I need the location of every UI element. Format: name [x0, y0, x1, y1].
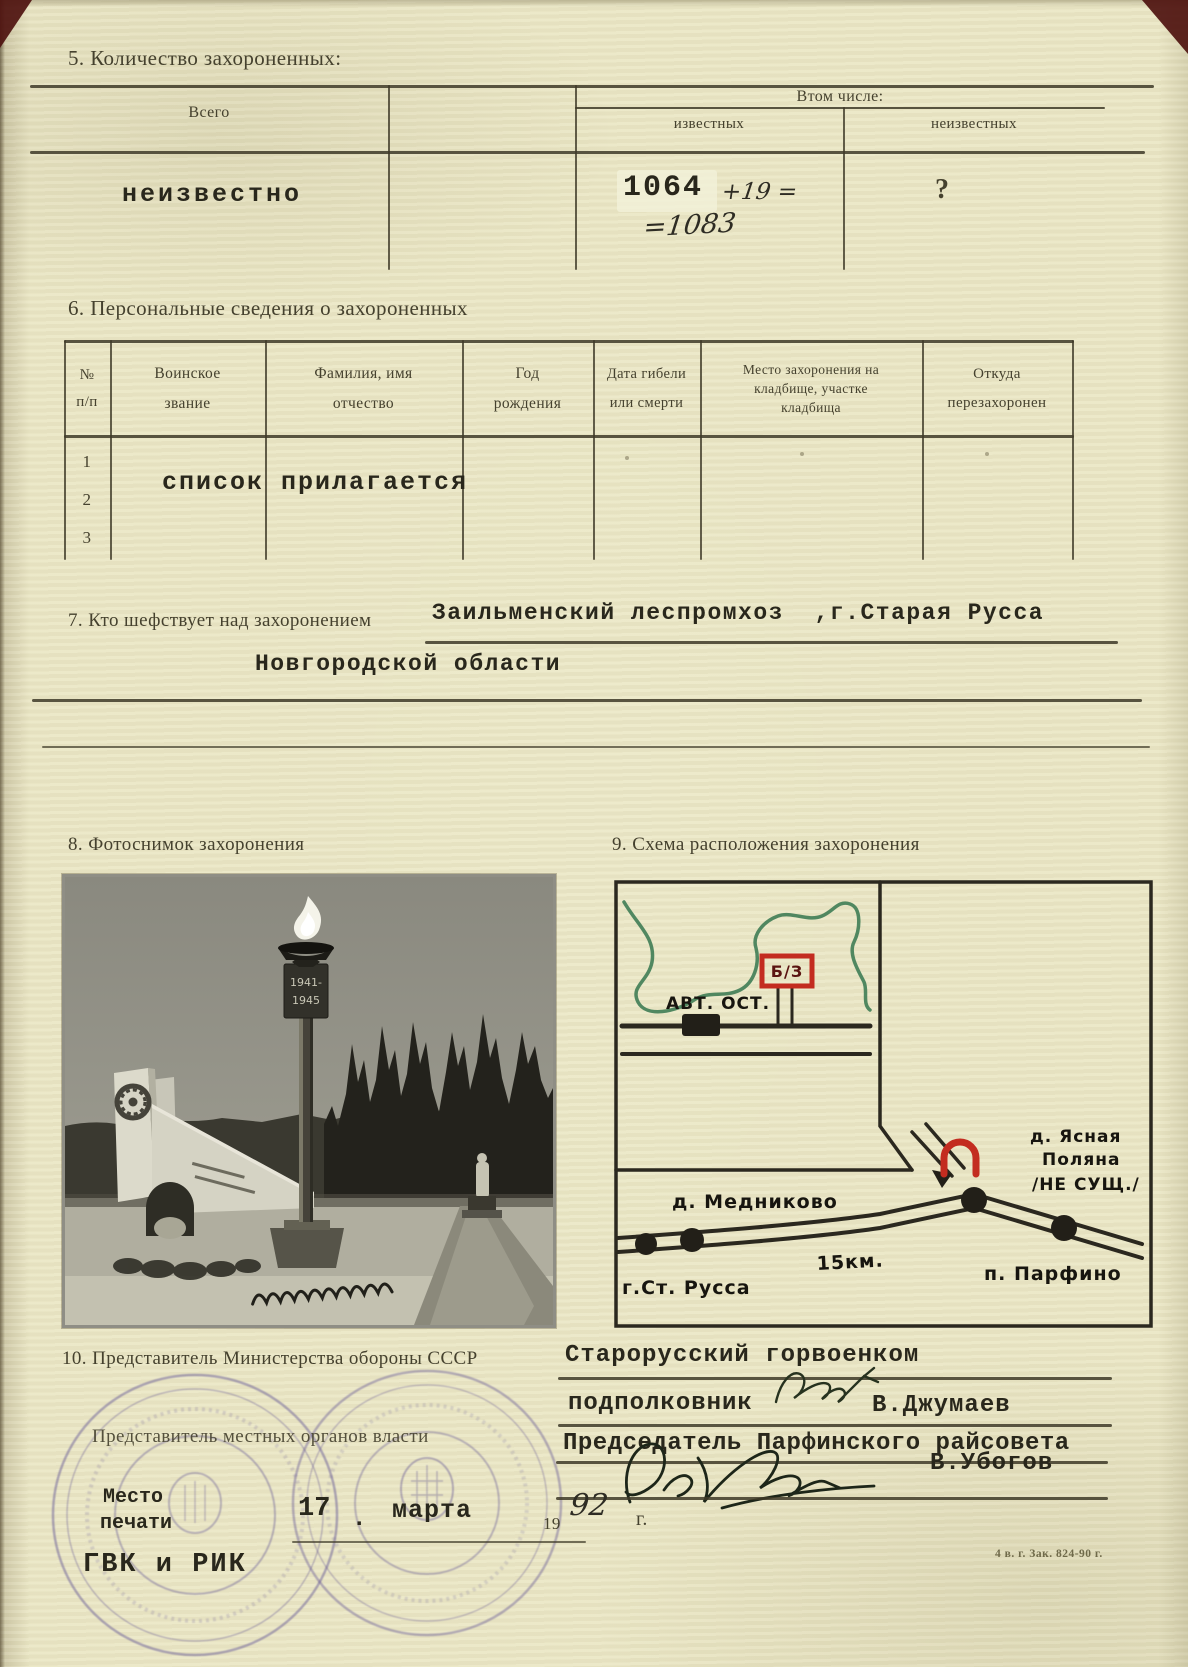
signature-ubogov [612, 1428, 912, 1518]
table6-header-rank: Воинское звание [154, 365, 221, 412]
location-map [612, 878, 1155, 1330]
location-map-drawing [612, 878, 1155, 1330]
statue-base [462, 1210, 502, 1218]
scan-edge-top [0, 0, 1188, 7]
section5-title: 5. Количество захороненных: [68, 46, 342, 70]
known-count-typed: 1064 [623, 171, 704, 205]
scan-corner-artifact-right [1142, 0, 1188, 54]
statue-pedestal [468, 1196, 496, 1211]
flame-bowl-rim [278, 942, 334, 954]
parfino-label: п. Парфино [984, 1263, 1122, 1285]
section7-value-line1: Заильменский леспромхоз ,г.Старая Русса [432, 600, 1045, 626]
memorial-sign-label: Б/З [770, 962, 804, 981]
settlement-dot-russa-2 [680, 1228, 704, 1252]
seal-place-line1: Место [103, 1486, 164, 1509]
settlement-dot-parfino [1051, 1215, 1077, 1241]
date-year-handwritten: 92 [568, 1488, 611, 1523]
table5-including-rule [575, 107, 1105, 109]
cell-mark [800, 452, 804, 456]
table6-row-number-1: 1 [82, 452, 92, 471]
section7-value-line2: Новгородской области [255, 651, 562, 677]
mednikovo-label: д. Медниково [672, 1191, 838, 1213]
settlement-dot-russa-1 [635, 1233, 657, 1255]
table5-col-known: известных [673, 116, 745, 132]
settlement-dot-junction [961, 1187, 987, 1213]
column-pedestal [270, 1228, 344, 1268]
statue-head [477, 1153, 487, 1163]
statue-figure [476, 1162, 489, 1198]
scan-edge-left [0, 0, 5, 1667]
yasnaya-label-3: /НЕ СУЩ./ [1032, 1175, 1140, 1195]
table5-col-total: Всего [188, 104, 230, 121]
table5-vline-1 [388, 85, 390, 270]
helmet-sculpture [154, 1217, 186, 1239]
mod-representative-rank: подполковник [568, 1390, 753, 1417]
table6-header-origin: Откуда перезахоронен [947, 366, 1047, 411]
cell-mark [985, 452, 989, 456]
table6-header-deathdate: Дата гибели или смерти [606, 366, 687, 411]
known-count-hand-addition: +19 = [720, 179, 799, 205]
local-underline-2 [556, 1497, 1108, 1500]
bus-stop-label: АВТ. ОСТ. [666, 994, 771, 1014]
yasnaya-label-1: д. Ясная [1030, 1127, 1122, 1147]
table6-row-number-3: 3 [82, 528, 92, 547]
section7-label: 7. Кто шефствует над захоронением [68, 610, 372, 631]
table6-header-gravesite: Место захоронения на кладбище, участке кладбища [742, 362, 880, 415]
local-authority-line: Председатель Парфинского райсовета [563, 1430, 1070, 1457]
column-plaque [284, 964, 328, 1018]
print-shop-note: 4 в. г. Зак. 824-90 г. [995, 1548, 1103, 1560]
table5-vline-3 [843, 107, 845, 270]
table6-header-birthyear: Год рождения [493, 365, 562, 412]
memorial-photo [62, 874, 556, 1328]
section7-rule-2 [32, 699, 1142, 702]
order-emblem-center [129, 1098, 138, 1107]
section10-label: 10. Представитель Министерства обороны СССР [62, 1348, 478, 1369]
section9-title: 9. Схема расположения захоронения [612, 834, 920, 855]
sign-posts [778, 986, 792, 1024]
section6-title: 6. Персональные сведения о захороненных [68, 296, 468, 320]
table6-note-list-attached: список прилагается [162, 468, 469, 497]
cell-mark [625, 456, 629, 460]
table6-header-name: Фамилия, имя отчество [314, 365, 413, 412]
signature-dzhumaev [770, 1360, 885, 1418]
date-day: 17 [298, 1494, 331, 1524]
mod-underline-2 [558, 1424, 1112, 1427]
date-year-suffix: г. [636, 1508, 648, 1530]
table5-header-rule [30, 151, 1145, 154]
section8-title: 8. Фотоснимок захоронения [68, 834, 305, 855]
plaque-year-2: 1945 [292, 994, 320, 1007]
plaque-year-1: 1941- [290, 976, 322, 989]
bus-stop-icon [682, 1014, 720, 1036]
section7-rule-3 [42, 746, 1150, 748]
total-count-value: неизвестно [122, 180, 303, 209]
date-month: марта [392, 1496, 473, 1525]
unknown-count-value: ? [935, 174, 950, 205]
date-year-printed: 19 [543, 1514, 561, 1533]
local-authority-label: Представитель местных органов власти [92, 1426, 429, 1447]
mod-representative-name: В.Джумаев [872, 1392, 1011, 1419]
table6-header-num: № п/п [76, 367, 98, 410]
table6-row-number-2: 2 [82, 490, 92, 509]
table5-col-including: Втом числе: [796, 88, 884, 105]
seal-gvk-rik: ГВК и РИК [83, 1550, 247, 1580]
date-dot: . [352, 1506, 367, 1533]
known-count-hand-sum: =1083 [641, 207, 738, 244]
table5-vline-2 [575, 85, 577, 270]
seal-place-line2: печати [100, 1512, 173, 1535]
mod-representative-line1: Старорусский горвоенком [565, 1342, 920, 1369]
st-russa-label: г.Ст. Русса [622, 1277, 751, 1299]
date-underline [292, 1541, 586, 1543]
memorial-arch-icon [944, 1142, 976, 1174]
map-divider-vertical [880, 882, 912, 1170]
scan-corner-artifact-left [0, 0, 32, 48]
table6-vline-right [1072, 340, 1074, 560]
yasnaya-label-2: Поляна [1042, 1150, 1121, 1170]
local-authority-name: В.Убогов [930, 1450, 1054, 1477]
table5-col-unknown: неизвестных [931, 116, 1017, 132]
distance-label: 15км. [816, 1249, 885, 1275]
section7-underline [425, 641, 1118, 644]
memorial-photo-image [62, 874, 556, 1328]
